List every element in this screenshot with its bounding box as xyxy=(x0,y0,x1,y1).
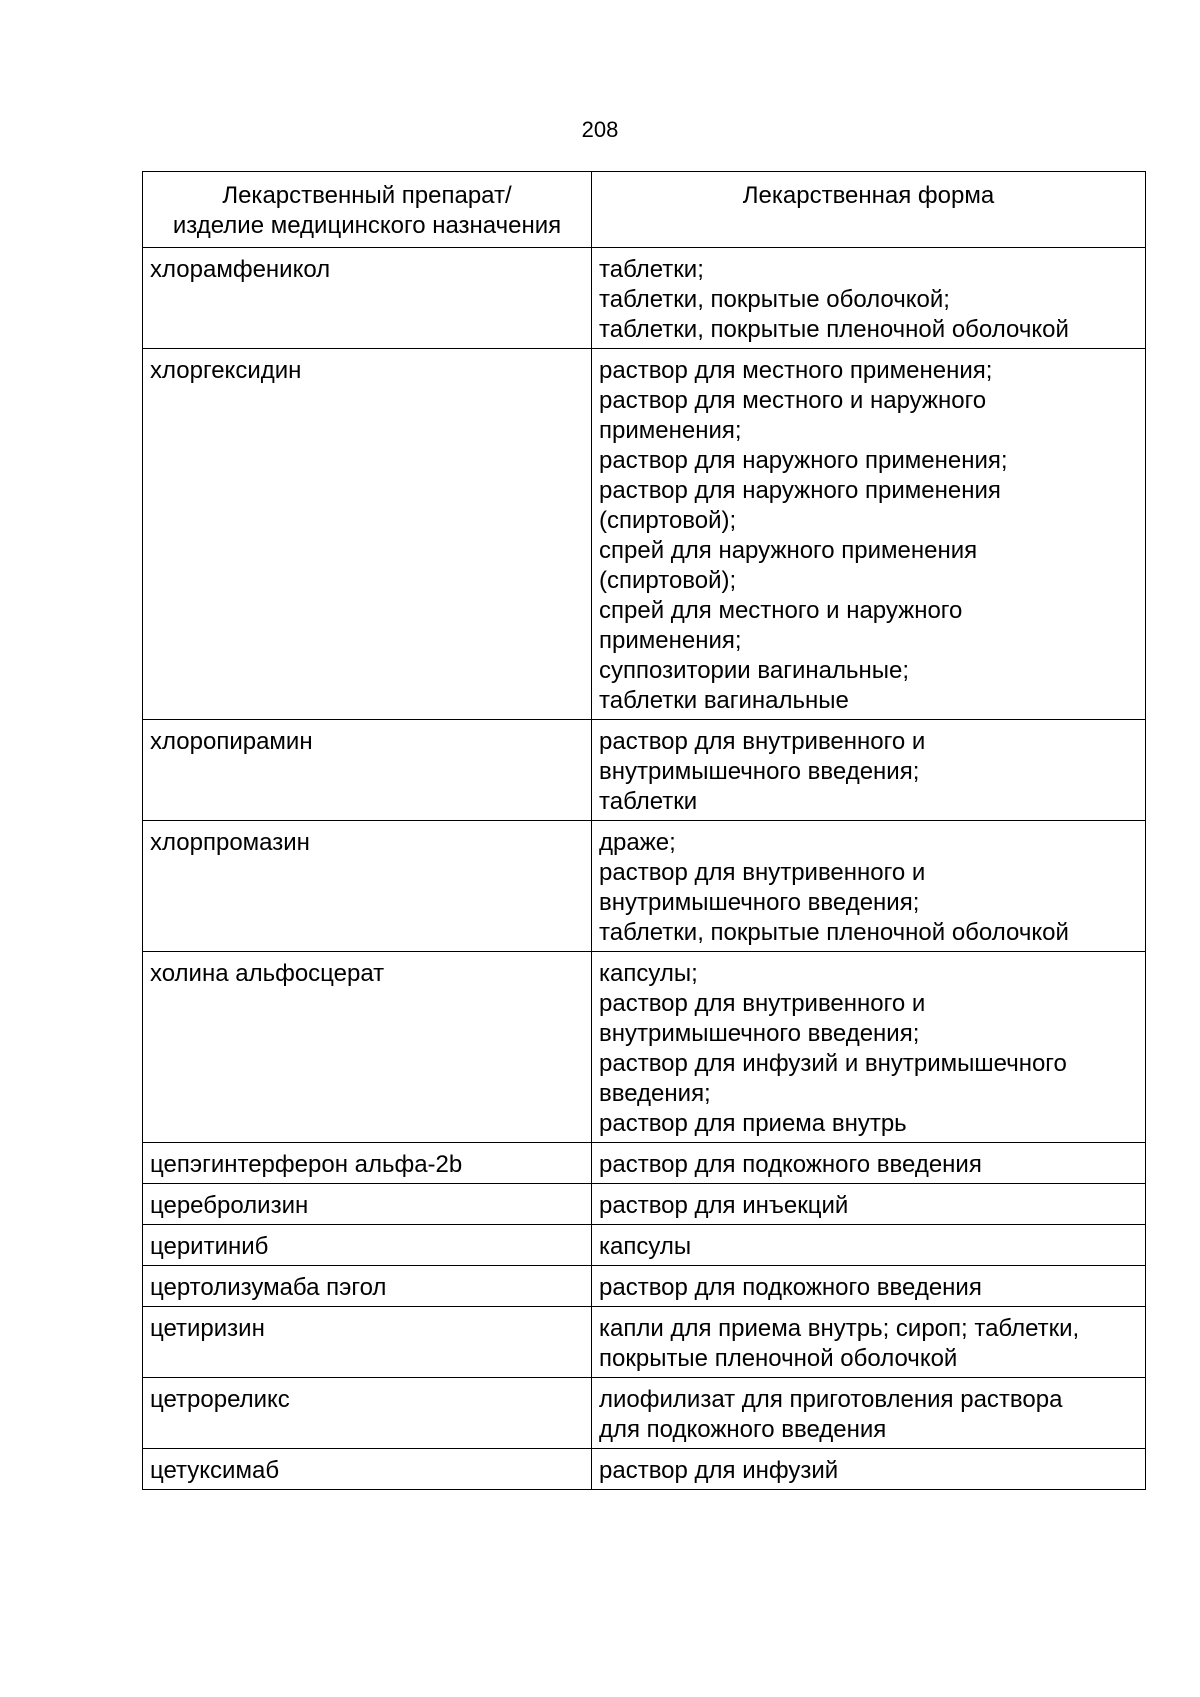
dosage-form-cell: лиофилизат для приготовления раствора для подкожного введения xyxy=(592,1378,1146,1449)
table-row xyxy=(143,1266,1146,1307)
table-row xyxy=(143,1143,1146,1184)
dosage-form-cell: раствор для инфузий xyxy=(592,1449,1146,1490)
page-number: 208 xyxy=(581,117,619,142)
drug-name-cell: церитиниб xyxy=(143,1225,592,1266)
table-row xyxy=(143,952,1146,1143)
table-row xyxy=(143,1225,1146,1266)
drug-name-cell: хлоропирамин xyxy=(143,720,592,821)
table-row xyxy=(143,1307,1146,1378)
dosage-form-cell: капсулы; раствор для внутривенного и внутримышечного введения; раствор для инфузий и внутримышечного введения; раствор для приема внутрь xyxy=(592,952,1146,1143)
dosage-form-cell: капсулы xyxy=(592,1225,1146,1266)
drug-name-cell: хлорамфеникол xyxy=(143,248,592,349)
dosage-form-cell: раствор для местного применения; раствор для местного и наружного применения; раствор для наружного применения; раствор для наружного применения (спиртовой); спрей для наружного применения (спиртовой); спрей для местного и наружного применения; суппозитории вагинальные; таблетки вагинальные xyxy=(592,349,1146,720)
drug-name-cell: цетрореликс xyxy=(143,1378,592,1449)
drug-name-cell: холина альфосцерат xyxy=(143,952,592,1143)
header-form: Лекарственная форма xyxy=(592,172,1146,248)
dosage-form-cell: таблетки; таблетки, покрытые оболочкой; таблетки, покрытые пленочной оболочкой xyxy=(592,248,1146,349)
drug-name-cell: хлоргексидин xyxy=(143,349,592,720)
table-header-row xyxy=(143,172,1146,248)
table-row xyxy=(143,1184,1146,1225)
dosage-form-cell: раствор для подкожного введения xyxy=(592,1143,1146,1184)
drug-name-cell: хлорпромазин xyxy=(143,821,592,952)
drug-name-cell: цетуксимаб xyxy=(143,1449,592,1490)
dosage-form-cell: раствор для инъекций xyxy=(592,1184,1146,1225)
drug-table xyxy=(142,171,1146,1490)
table-row xyxy=(143,821,1146,952)
dosage-form-cell: драже; раствор для внутривенного и внутримышечного введения; таблетки, покрытые пленочной оболочкой xyxy=(592,821,1146,952)
table-row xyxy=(143,1378,1146,1449)
dosage-form-cell: капли для приема внутрь; сироп; таблетки, покрытые пленочной оболочкой xyxy=(592,1307,1146,1378)
dosage-form-cell: раствор для внутривенного и внутримышечного введения; таблетки xyxy=(592,720,1146,821)
table-row xyxy=(143,1449,1146,1490)
drug-name-cell: цертолизумаба пэгол xyxy=(143,1266,592,1307)
table-row xyxy=(143,248,1146,349)
drug-name-cell: церебролизин xyxy=(143,1184,592,1225)
header-drug: Лекарственный препарат/ изделие медицинского назначения xyxy=(143,172,592,248)
drug-name-cell: цетиризин xyxy=(143,1307,592,1378)
table-row xyxy=(143,720,1146,821)
table-row xyxy=(143,349,1146,720)
drug-name-cell: цепэгинтерферон альфа-2b xyxy=(143,1143,592,1184)
dosage-form-cell: раствор для подкожного введения xyxy=(592,1266,1146,1307)
